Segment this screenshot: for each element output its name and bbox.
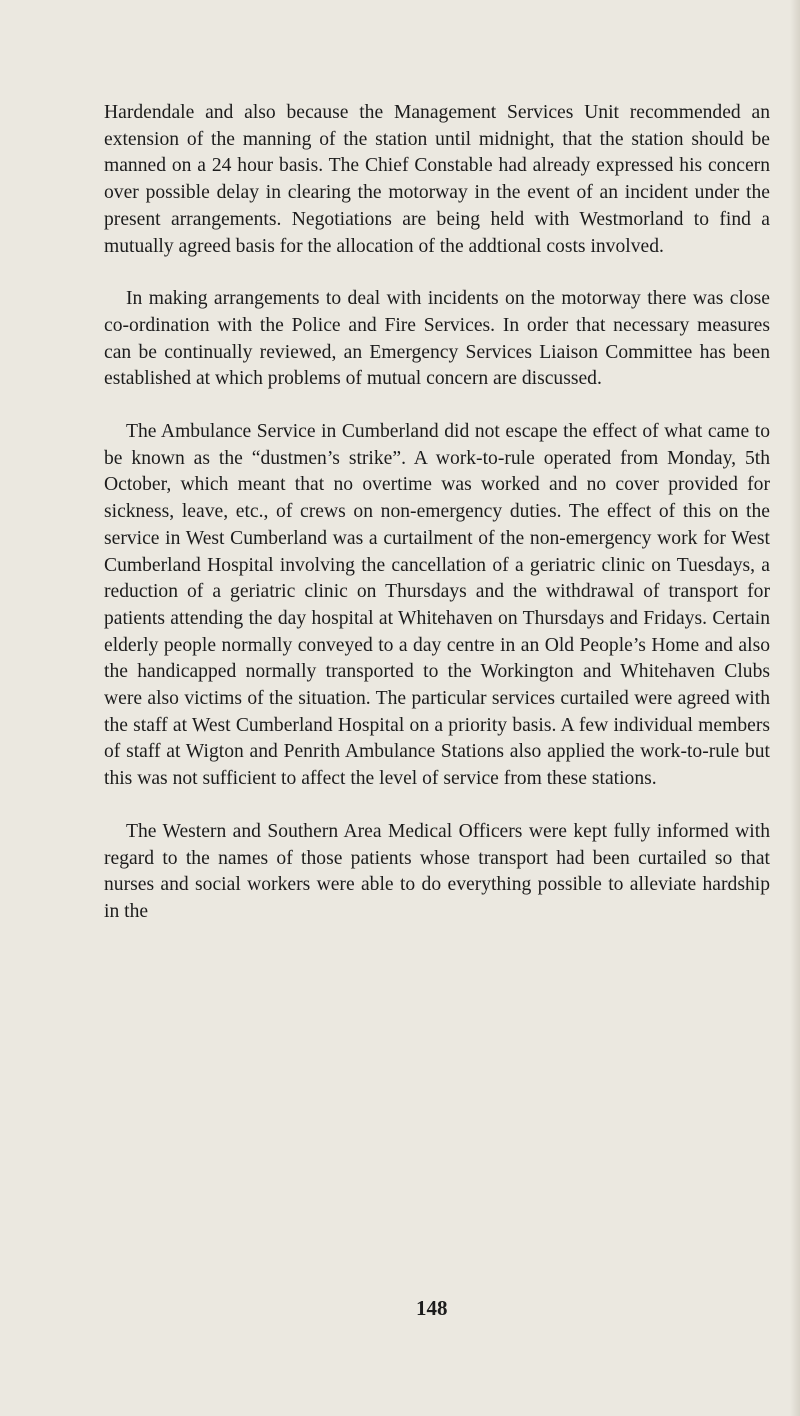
- paragraph-1: Hardendale and also because the Management Services Unit recommended an extension of the manning of the station until midnight, that the station should be manned on a 24 hour basis. The Chief Constable had already expressed his concern over possible delay in clearing the motorway in the event of an incident under the present arrangements. Negotiations are being held with Westmorland to find a mutually agreed basis for the allocation of the addtional costs involved.: [104, 102, 770, 257]
- page-number: 148: [416, 1296, 448, 1320]
- paragraph-3: The Ambulance Service in Cumberland did not escape the effect of what came to be known as the “dustmen’s strike”. A work-to-rule operated from Monday, 5th October, which meant that no overtime was worked and no cover provided for sickness, leave, etc., of crews on non-emergency duties. The effect of this on the service in West Cumberland was a curtailment of the non-emergency work for West Cumberland Hospital involving the cancellation of a geriatric clinic on Tuesdays, a reduction of a geriatric clinic on Thursdays and the withdrawal of transport for patients attending the day hospital at Whitehaven on Thursdays and Fridays. Certain elderly people normally conveyed to a day centre in an Old People’s Home and also the handicapped normally transported to the Workington and Whitehaven Clubs were also victims of the situation. The particular services curtailed were agreed with the staff at West Cumberland Hospital on a priority basis. A few individual members of staff at Wigton and Penrith Ambulance Stations also applied the work-to-rule but this was not sufficient to affect the level of service from these stations.: [104, 421, 770, 790]
- paragraph-4: The Western and Southern Area Medical Officers were kept fully informed with regard to the names of those patients whose transport had been curtailed so that nurses and social workers were able to do everything possible to alleviate hardship in the: [104, 820, 770, 922]
- page-edge-shadow: [790, 0, 800, 1416]
- paragraph-2: In making arrangements to deal with incidents on the motorway there was close co-ordination with the Police and Fire Services. In order that necessary measures can be continually reviewed, an Emergency Services Liaison Committee has been established at which problems of mutual concern are discussed.: [104, 288, 770, 390]
- body-text: [104, 100, 770, 926]
